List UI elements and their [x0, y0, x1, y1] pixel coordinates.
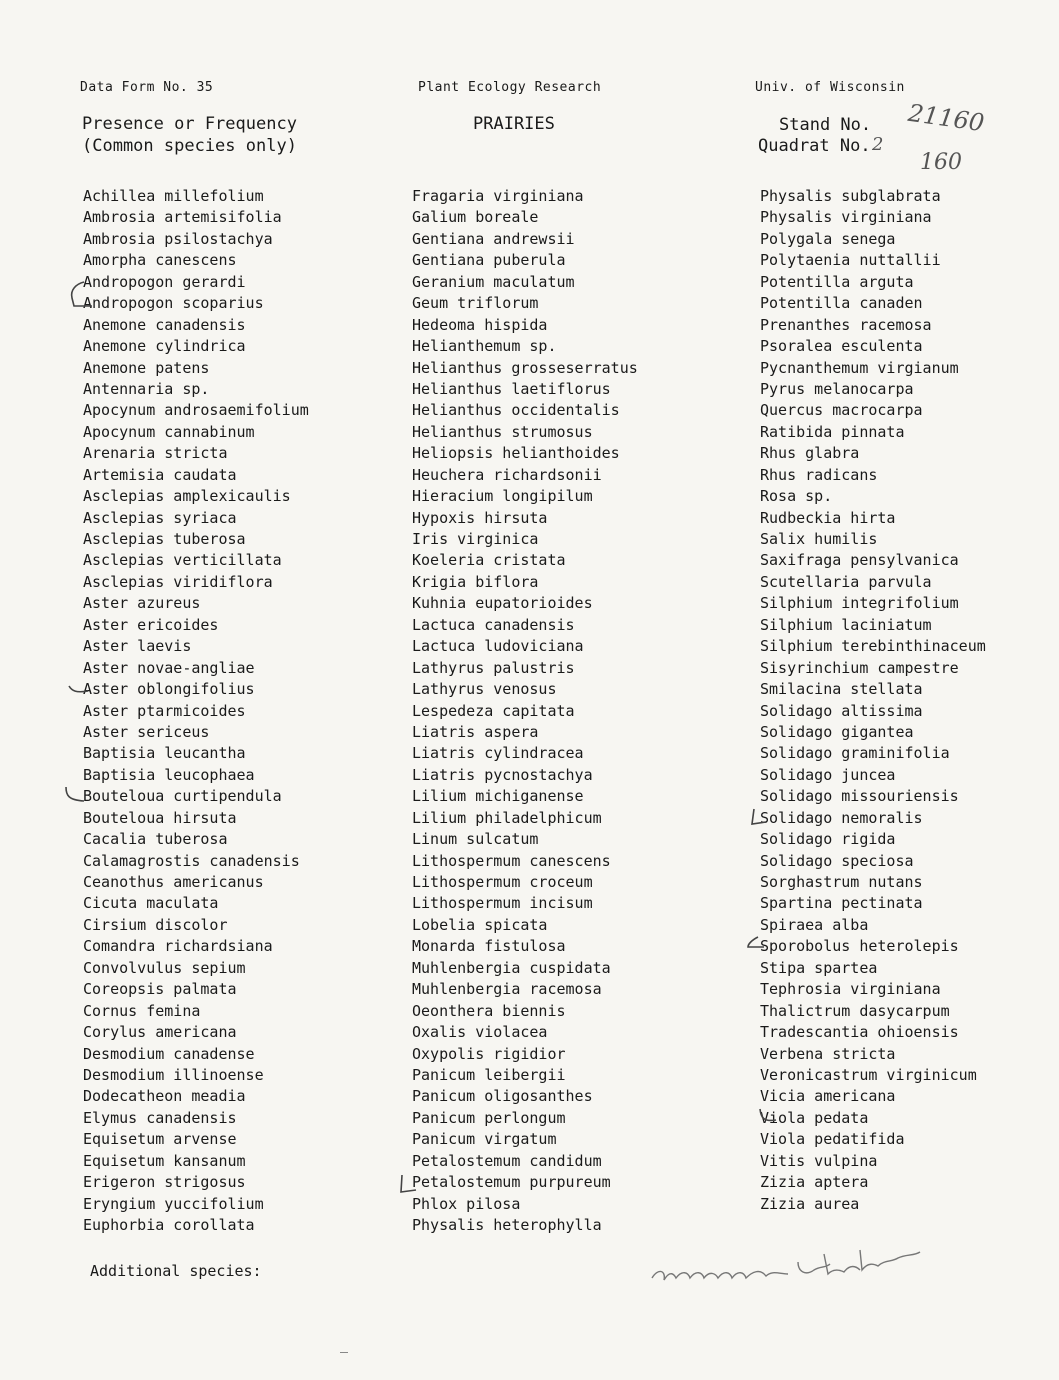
species-item: Pyrus melanocarpa — [760, 379, 914, 398]
species-item: Monarda fistulosa — [412, 937, 566, 956]
species-item: Gentiana andrewsii — [412, 229, 575, 248]
species-item: Sporobolus heterolepis — [760, 937, 959, 956]
species-item: Aster oblongifolius — [83, 680, 255, 699]
species-item: Galium boreale — [412, 208, 539, 227]
species-item: Tradescantia ohioensis — [760, 1023, 959, 1042]
species-item: Equisetum kansanum — [83, 1151, 246, 1170]
species-item: Viola pedata — [760, 1108, 869, 1127]
check-mark-viola-pedata — [756, 1106, 778, 1128]
species-item: Asclepias syriaca — [83, 508, 237, 527]
species-item: Lactuca ludoviciana — [412, 637, 584, 656]
species-item: Spartina pectinata — [760, 894, 923, 913]
species-item: Anemone cylindrica — [83, 337, 246, 356]
species-item: Quercus macrocarpa — [760, 401, 923, 420]
species-item: Potentilla canaden — [760, 294, 923, 313]
species-item: Lactuca canadensis — [412, 615, 575, 634]
species-item: Rosa sp. — [760, 487, 833, 506]
species-item: Polytaenia nuttallii — [760, 251, 941, 270]
species-item: Smilacina stellata — [760, 680, 923, 699]
species-item: Physalis heterophylla — [412, 1216, 602, 1234]
species-item: Gentiana puberula — [412, 251, 566, 270]
university: Univ. of Wisconsin — [755, 80, 905, 95]
species-item: Lithospermum incisum — [412, 894, 593, 913]
species-item: Panicum virgatum — [412, 1130, 557, 1149]
species-item: Anemone patens — [83, 358, 210, 377]
species-item: Solidago juncea — [760, 765, 896, 784]
species-item: Koeleria cristata — [412, 551, 566, 570]
species-item: Aster sericeus — [83, 722, 210, 741]
form-number: Data Form No. 35 — [80, 80, 214, 95]
stray-mark — [340, 1352, 348, 1353]
species-item: Iris virginica — [412, 530, 539, 548]
species-item: Asclepias amplexicaulis — [83, 487, 291, 506]
species-item: Vitis vulpina — [760, 1151, 878, 1170]
species-item: Dodecatheon meadia — [83, 1087, 246, 1106]
species-item: Phlox pilosa — [412, 1194, 521, 1213]
species-item: Desmodium canadense — [83, 1044, 255, 1063]
species-item: Ratibida pinnata — [760, 422, 905, 441]
species-item: Lathyrus palustris — [412, 658, 575, 677]
species-item: Thalictrum dasycarpum — [760, 1001, 950, 1020]
species-item: Apocynum androsaemifolium — [83, 401, 309, 420]
species-item: Baptisia leucantha — [83, 744, 246, 763]
species-item: Salix humilis — [760, 530, 878, 548]
species-item: Amorpha canescens — [83, 251, 237, 270]
species-item: Pycnanthemum virgianum — [760, 358, 959, 377]
species-item: Antennaria sp. — [83, 379, 210, 398]
species-item: Comandra richardsiana — [83, 937, 273, 956]
species-item: Physalis subglabrata — [760, 187, 941, 205]
species-item: Geum triflorum — [412, 294, 539, 313]
species-item: Cacalia tuberosa — [83, 830, 228, 849]
species-item: Elymus canadensis — [83, 1108, 237, 1127]
species-item: Ambrosia psilostachya — [83, 229, 273, 248]
species-item: Muhlenbergia cuspidata — [412, 958, 611, 977]
species-item: Helianthus laetiflorus — [412, 379, 611, 398]
species-item: Helianthus strumosus — [412, 422, 593, 441]
species-item: Andropogon gerardi — [83, 272, 246, 291]
species-item: Helianthemum sp. — [412, 337, 557, 356]
species-item: Lithospermum croceum — [412, 873, 593, 891]
species-item: Lobelia spicata — [412, 915, 548, 934]
prairies-heading: PRAIRIES — [473, 114, 555, 134]
species-item: Liatris cylindracea — [412, 744, 584, 763]
species-item: Anemone canadensis — [83, 315, 246, 334]
handwritten-stand-number: 21160 — [906, 98, 986, 138]
species-item: Vicia americana — [760, 1087, 896, 1106]
species-item: Liatris aspera — [412, 722, 539, 741]
species-item: Silphium terebinthinaceum — [760, 637, 986, 656]
species-item: Panicum oligosanthes — [412, 1087, 593, 1106]
species-item: Oeonthera biennis — [412, 1001, 566, 1020]
species-item: Artemisia caudata — [83, 465, 237, 484]
species-item: Euphorbia corollata — [83, 1216, 255, 1234]
species-item: Asclepias tuberosa — [83, 530, 246, 548]
species-item: Apocynum cannabinum — [83, 422, 255, 441]
organization: Plant Ecology Research — [418, 80, 602, 95]
species-item: Silphium laciniatum — [760, 615, 932, 634]
species-item: Geranium maculatum — [412, 272, 575, 291]
species-item: Solidago missouriensis — [760, 787, 959, 806]
species-item: Viola pedatifida — [760, 1130, 905, 1149]
species-item: Verbena stricta — [760, 1044, 896, 1063]
species-item: Polygala senega — [760, 229, 896, 248]
species-item: Andropogon scoparius — [83, 294, 264, 313]
species-item: Veronicastrum virginicum — [760, 1065, 977, 1084]
species-item: Coreopsis palmata — [83, 980, 237, 999]
check-mark-bouteloua — [62, 785, 88, 807]
species-item: Psoralea esculenta — [760, 337, 923, 356]
species-item: Hieracium longipilum — [412, 487, 593, 506]
species-item: Lilium michiganense — [412, 787, 584, 806]
species-item: Krigia biflora — [412, 572, 539, 591]
species-item: Rudbeckia hirta — [760, 508, 896, 527]
species-item: Physalis virginiana — [760, 208, 932, 227]
species-column-right — [760, 186, 986, 1215]
species-item: Potentilla arguta — [760, 272, 914, 291]
species-item: Solidago rigida — [760, 830, 896, 849]
species-item: Stipa spartea — [760, 958, 878, 977]
species-item: Sorghastrum nutans — [760, 873, 923, 891]
species-item: Sisyrinchium campestre — [760, 658, 959, 677]
species-item: Rhus radicans — [760, 465, 878, 484]
species-item: Heuchera richardsonii — [412, 465, 602, 484]
additional-species-label: Additional species: — [90, 1262, 262, 1280]
species-item: Aster laevis — [83, 637, 192, 656]
species-item: Scutellaria parvula — [760, 572, 932, 591]
species-item: Cirsium discolor — [83, 915, 228, 934]
species-item: Petalostemum candidum — [412, 1151, 602, 1170]
species-item: Lithospermum canescens — [412, 851, 611, 870]
species-item: Aster ericoides — [83, 615, 219, 634]
species-item: Lilium philadelphicum — [412, 808, 602, 827]
species-item: Solidago nemoralis — [760, 808, 923, 827]
species-item: Zizia aurea — [760, 1194, 860, 1213]
species-column-left — [83, 186, 309, 1236]
species-item: Corylus americana — [83, 1023, 237, 1042]
species-item: Helianthus grosseserratus — [412, 358, 638, 377]
species-item: Erigeron strigosus — [83, 1173, 246, 1192]
species-item: Ceanothus americanus — [83, 873, 264, 891]
species-item: Solidago graminifolia — [760, 744, 950, 763]
check-mark-petalostemum — [396, 1172, 418, 1196]
species-item: Spiraea alba — [760, 915, 869, 934]
species-item: Cicuta maculata — [83, 894, 219, 913]
species-item: Bouteloua curtipendula — [83, 787, 282, 806]
species-item: Heliopsis helianthoides — [412, 444, 620, 463]
species-item: Desmodium illinoense — [83, 1065, 264, 1084]
species-item: Aster novae-angliae — [83, 658, 255, 677]
species-item: Saxifraga pensylvanica — [760, 551, 959, 570]
species-item: Achillea millefolium — [83, 187, 264, 205]
species-item: Solidago altissima — [760, 701, 923, 720]
form-title-line2: (Common species only) — [82, 136, 297, 156]
species-item: Fragaria virginiana — [412, 187, 584, 205]
species-item: Eryngium yuccifolium — [83, 1194, 264, 1213]
species-item: Petalostemum purpureum — [412, 1173, 611, 1192]
species-item: Cornus femina — [83, 1001, 201, 1020]
species-item: Lathyrus venosus — [412, 680, 557, 699]
species-item: Helianthus occidentalis — [412, 401, 620, 420]
handwritten-quadrat-extra: 160 — [920, 150, 962, 175]
species-item: Calamagrostis canadensis — [83, 851, 300, 870]
species-item: Oxypolis rigidior — [412, 1044, 566, 1063]
species-item: Panicum leibergii — [412, 1065, 566, 1084]
species-item: Hedeoma hispida — [412, 315, 548, 334]
species-item: Liatris pycnostachya — [412, 765, 593, 784]
species-item: Tephrosia virginiana — [760, 980, 941, 999]
check-mark-aster-oblongifolius — [66, 682, 92, 698]
species-item: Arenaria stricta — [83, 444, 228, 463]
species-item: Bouteloua hirsuta — [83, 808, 237, 827]
form-title-line1: Presence or Frequency — [82, 114, 297, 134]
species-item: Convolvulus sepium — [83, 958, 246, 977]
species-item: Aster ptarmicoides — [83, 701, 246, 720]
handwritten-additional-species-scrawl — [648, 1240, 928, 1290]
quadrat-number-label: Quadrat No. — [758, 136, 871, 156]
species-column-middle — [412, 186, 638, 1236]
species-item: Equisetum arvense — [83, 1130, 237, 1149]
species-item: Aster azureus — [83, 594, 201, 613]
species-item: Asclepias viridiflora — [83, 572, 273, 591]
species-item: Prenanthes racemosa — [760, 315, 932, 334]
handwritten-quadrat-number: 2 — [872, 134, 884, 155]
species-item: Zizia aptera — [760, 1173, 869, 1192]
species-item: Solidago speciosa — [760, 851, 914, 870]
species-item: Kuhnia eupatorioides — [412, 594, 593, 613]
species-item: Solidago gigantea — [760, 722, 914, 741]
species-item: Linum sulcatum — [412, 830, 539, 849]
species-item: Baptisia leucophaea — [83, 765, 255, 784]
check-mark-sporobolus — [744, 934, 766, 954]
check-mark-solidago-nemoralis — [748, 806, 768, 828]
stand-number-label: Stand No. — [779, 115, 872, 135]
species-item: Rhus glabra — [760, 444, 860, 463]
species-item: Panicum perlongum — [412, 1108, 566, 1127]
species-item: Asclepias verticillata — [83, 551, 282, 570]
species-item: Ambrosia artemisifolia — [83, 208, 282, 227]
species-item: Muhlenbergia racemosa — [412, 980, 602, 999]
check-mark-andropogon — [66, 278, 96, 310]
species-item: Lespedeza capitata — [412, 701, 575, 720]
species-item: Silphium integrifolium — [760, 594, 959, 613]
form-title — [82, 113, 297, 157]
species-item: Hypoxis hirsuta — [412, 508, 548, 527]
species-item: Oxalis violacea — [412, 1023, 548, 1042]
